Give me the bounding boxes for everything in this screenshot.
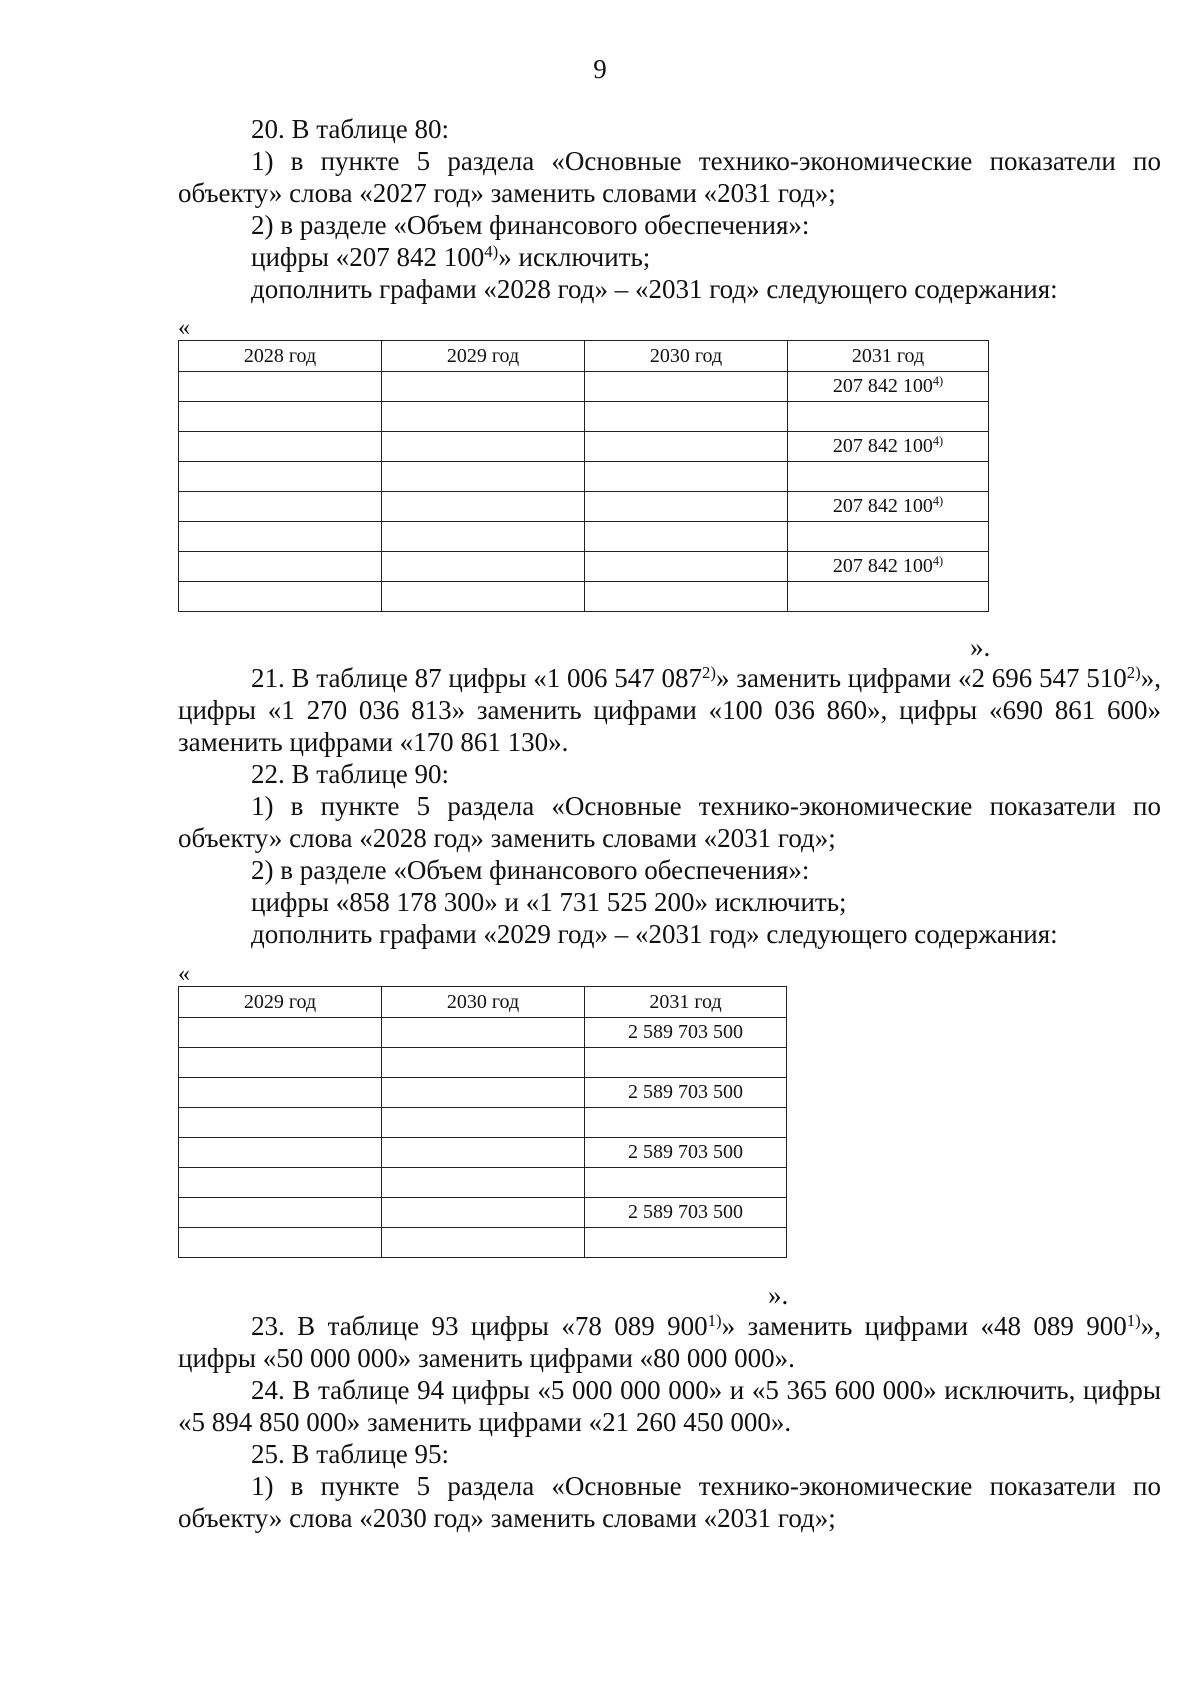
paragraph: 22. В таблице 90: [251, 759, 450, 789]
table-cell [788, 582, 989, 612]
column-header: 2031 год [585, 987, 787, 1018]
paragraph: дополнить графами «2029 год» – «2031 год» следующего содержания: [251, 919, 1058, 949]
footnote-mark: 2) [702, 662, 716, 682]
closing-quote: ». [768, 1280, 789, 1310]
table-cell [788, 492, 989, 522]
text-run: » заменить цифрами «2 696 547 510 [716, 663, 1127, 693]
table-cell [788, 462, 989, 492]
paragraph: 24. В таблице 94 цифры «5 000 000 000» и «5 365 600 000» исключить, цифры «5 894 850 000» заменить цифрами «21 260 450 000». [178, 1375, 1161, 1437]
table-cell [585, 522, 788, 552]
table-cell [179, 1228, 382, 1258]
table-cell [382, 372, 585, 402]
table-cell [585, 552, 788, 582]
items-21-22-block [178, 662, 1161, 950]
table-cell [382, 1138, 585, 1168]
table-cell [382, 432, 585, 462]
table-row [179, 552, 989, 582]
table-cell [382, 1018, 585, 1048]
footnote-mark: 1) [1126, 1310, 1141, 1330]
table-row [179, 1138, 787, 1168]
table-cell [788, 402, 989, 432]
table-cell [788, 372, 989, 402]
table-cell [179, 1078, 382, 1108]
table-cell [382, 492, 585, 522]
item-20-block [178, 113, 1161, 305]
paragraph: 1) в пункте 5 раздела «Основные технико-экономические показатели по объекту» слова «2030 год» заменить словами «2031 год»; [178, 1471, 1161, 1533]
table-cell [585, 1198, 787, 1228]
text-run: » исключить; [498, 242, 651, 272]
opening-quote: « [178, 961, 190, 987]
table-row [179, 1228, 787, 1258]
table-cell [382, 402, 585, 432]
table-row [179, 1198, 787, 1228]
paragraph: 1) в пункте 5 раздела «Основные технико-экономические показатели по объекту» слова «2027 год» заменить словами «2031 год»; [178, 146, 1161, 208]
table-cell [179, 492, 382, 522]
text-run: » заменить цифрами «48 089 900 [721, 1311, 1127, 1341]
column-header: 2029 год [382, 341, 585, 372]
table-cell [382, 462, 585, 492]
column-header: 2030 год [585, 341, 788, 372]
paragraph [178, 662, 1161, 758]
table-cell [179, 402, 382, 432]
page-number: 9 [593, 54, 607, 84]
table-cell [179, 432, 382, 462]
table-cell [585, 402, 788, 432]
table-cell [585, 1048, 787, 1078]
table-row [179, 462, 989, 492]
table-row [179, 402, 989, 432]
cell-value: 207 842 100 [832, 555, 933, 577]
table-row [179, 372, 989, 402]
paragraph: 1) в пункте 5 раздела «Основные технико-экономические показатели по объекту» слова «2028 год» заменить словами «2031 год»; [178, 791, 1161, 853]
text-run: цифры «207 842 100 [251, 242, 485, 272]
table-cell [585, 1018, 787, 1048]
table-row [179, 1078, 787, 1108]
table-cell [179, 1018, 382, 1048]
footnote-mark: 4) [932, 374, 944, 389]
table-cell [179, 1198, 382, 1228]
column-header: 2028 год [179, 341, 382, 372]
table-cell [585, 1138, 787, 1168]
table-cell [179, 1048, 382, 1078]
footnote-mark: 2) [1126, 662, 1141, 682]
table-cell [585, 462, 788, 492]
column-header: 2029 год [179, 987, 382, 1018]
table-cell [382, 1168, 585, 1198]
table-cell [585, 492, 788, 522]
cell-value: 2 589 703 500 [628, 1141, 743, 1163]
table-cell [585, 1168, 787, 1198]
paragraph: дополнить графами «2028 год» – «2031 год» следующего содержания: [251, 274, 1058, 304]
table-cell [382, 552, 585, 582]
table-row [179, 1168, 787, 1198]
cell-value: 2 589 703 500 [628, 1081, 743, 1103]
table-header-row [179, 341, 989, 372]
table-cell [179, 372, 382, 402]
table-cell [382, 1078, 585, 1108]
table-cell [179, 462, 382, 492]
paragraph: 20. В таблице 80: [251, 114, 450, 144]
table-cell [179, 522, 382, 552]
text-run: », цифры «1 270 036 813» заменить цифрами «100 036 860», цифры «690 861 600» заменить цифрами «170 861 130». [178, 663, 1161, 757]
table-cell [585, 1228, 787, 1258]
table-cell [179, 552, 382, 582]
footnote-mark: 4) [484, 241, 499, 261]
cell-value: 207 842 100 [832, 435, 933, 457]
table-90-addition [178, 986, 787, 1258]
paragraph: 2) в разделе «Объем финансового обеспечения»: [251, 210, 810, 240]
table-cell [179, 1138, 382, 1168]
table-80-addition [178, 340, 989, 612]
table-row [179, 432, 989, 462]
paragraph: 2) в разделе «Объем финансового обеспечения»: [251, 855, 810, 885]
text-run: », цифры «50 000 000» заменить цифрами «80 000 000». [178, 1311, 1161, 1373]
column-header: 2031 год [788, 341, 989, 372]
table-cell [788, 552, 989, 582]
table-row [179, 1108, 787, 1138]
table-cell [585, 432, 788, 462]
table-cell [382, 1228, 585, 1258]
table-cell [382, 1108, 585, 1138]
footnote-mark: 4) [932, 554, 944, 569]
opening-quote: « [178, 315, 190, 341]
footnote-mark: 4) [932, 494, 944, 509]
table-cell [788, 522, 989, 552]
table-cell [382, 1198, 585, 1228]
table-cell [382, 522, 585, 552]
table-cell [179, 582, 382, 612]
paragraph: 25. В таблице 95: [251, 1439, 450, 1469]
items-23-25-block [178, 1310, 1161, 1534]
closing-quote: ». [970, 632, 991, 662]
footnote-mark: 4) [932, 434, 944, 449]
text-run: 21. В таблице 87 цифры «1 006 547 087 [251, 663, 703, 693]
table-row [179, 1018, 787, 1048]
table-row [179, 1048, 787, 1078]
table-cell [585, 1078, 787, 1108]
paragraph [178, 241, 1161, 273]
table-row [179, 582, 989, 612]
column-header: 2030 год [382, 987, 585, 1018]
cell-value: 207 842 100 [832, 495, 933, 517]
table-cell [179, 1168, 382, 1198]
table-row [179, 522, 989, 552]
cell-value: 2 589 703 500 [628, 1201, 743, 1223]
paragraph [178, 1310, 1161, 1374]
table-cell [585, 372, 788, 402]
table-cell [382, 582, 585, 612]
table-header-row [179, 987, 787, 1018]
cell-value: 2 589 703 500 [628, 1021, 743, 1043]
cell-value: 207 842 100 [832, 375, 933, 397]
table-cell [382, 1048, 585, 1078]
paragraph: цифры «858 178 300» и «1 731 525 200» исключить; [251, 887, 847, 917]
table-cell [585, 1108, 787, 1138]
table-row [179, 492, 989, 522]
table-cell [585, 582, 788, 612]
table-cell [179, 1108, 382, 1138]
table-cell [788, 432, 989, 462]
text-run: 23. В таблице 93 цифры «78 089 900 [251, 1311, 708, 1341]
footnote-mark: 1) [707, 1310, 722, 1330]
